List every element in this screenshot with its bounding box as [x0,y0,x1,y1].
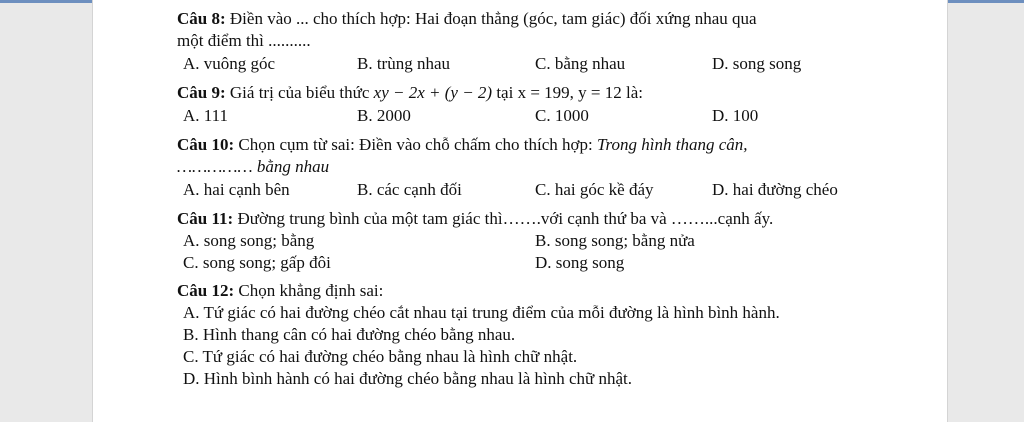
question-9-options [177,104,937,128]
question-10 [177,134,937,202]
question-9-stem [177,82,937,104]
option-b[interactable]: B. 2000 [357,106,411,125]
question-10-stem-line2: …………… bằng nhau [177,157,330,176]
question-11-stem [177,208,937,230]
option-d[interactable]: D. 100 [712,106,759,125]
option-c[interactable]: C. 1000 [535,106,589,125]
question-8-text: Điền vào ... cho thích hợp: Hai đoạn thẳng (góc, tam giác) đối xứng nhau qua [225,9,757,28]
document-page [92,0,948,422]
question-10-text-italic: Trong hình thang cân, [597,135,748,154]
question-10-label: Câu 10: [177,135,235,154]
question-12-stem [177,280,937,302]
question-11 [177,208,937,274]
option-a[interactable]: A. 111 [183,106,229,125]
option-a[interactable]: A. song song; bằng [183,231,315,250]
question-12 [177,280,937,390]
question-8 [177,8,937,76]
question-list [177,8,937,390]
question-8-stem [177,8,937,30]
question-10-options [177,178,937,202]
option-d[interactable]: D. song song [535,253,625,272]
question-9-text-b: tại x = 199, y = 12 là: [492,83,643,102]
option-c[interactable]: C. song song; gấp đôi [183,253,331,272]
question-9 [177,82,937,128]
option-b[interactable]: B. Hình thang cân có hai đường chéo bằng nhau. [183,325,516,344]
question-11-label: Câu 11: [177,209,234,228]
question-10-text-a: Chọn cụm từ sai: Điền vào chỗ chấm cho thích hợp: [234,135,598,154]
question-8-stem-line2: một điểm thì .......... [177,31,311,50]
question-12-text: Chọn khẳng định sai: [234,281,384,300]
question-8-options [177,52,937,76]
option-a[interactable]: A. hai cạnh bên [183,180,290,199]
option-d[interactable]: D. hai đường chéo [712,180,838,199]
option-a[interactable]: A. Tứ giác có hai đường chéo cắt nhau tại trung điểm của mỗi đường là hình bình hành. [183,303,780,322]
question-12-label: Câu 12: [177,281,235,300]
question-11-options-row2 [177,252,937,274]
option-c[interactable]: C. Tứ giác có hai đường chéo bằng nhau là hình chữ nhật. [183,347,578,366]
option-a[interactable]: A. vuông góc [183,54,276,73]
option-c[interactable]: C. hai góc kề đáy [535,180,654,199]
question-8-label: Câu 8: [177,9,226,28]
question-9-text-a: Giá trị của biểu thức [225,83,374,102]
question-9-label: Câu 9: [177,83,226,102]
option-d[interactable]: D. song song [712,54,802,73]
question-10-stem [177,134,937,156]
question-11-text: Đường trung bình của một tam giác thì…….với cạnh thứ ba và ……...cạnh ấy. [233,209,774,228]
option-b[interactable]: B. song song; bằng nửa [535,231,695,250]
option-b[interactable]: B. các cạnh đối [357,180,462,199]
question-11-options-row1 [177,230,937,252]
question-9-expression: xy − 2x + (y − 2) [373,83,493,102]
option-c[interactable]: C. bằng nhau [535,54,626,73]
option-b[interactable]: B. trùng nhau [357,54,451,73]
option-d[interactable]: D. Hình bình hành có hai đường chéo bằng nhau là hình chữ nhật. [183,369,633,388]
